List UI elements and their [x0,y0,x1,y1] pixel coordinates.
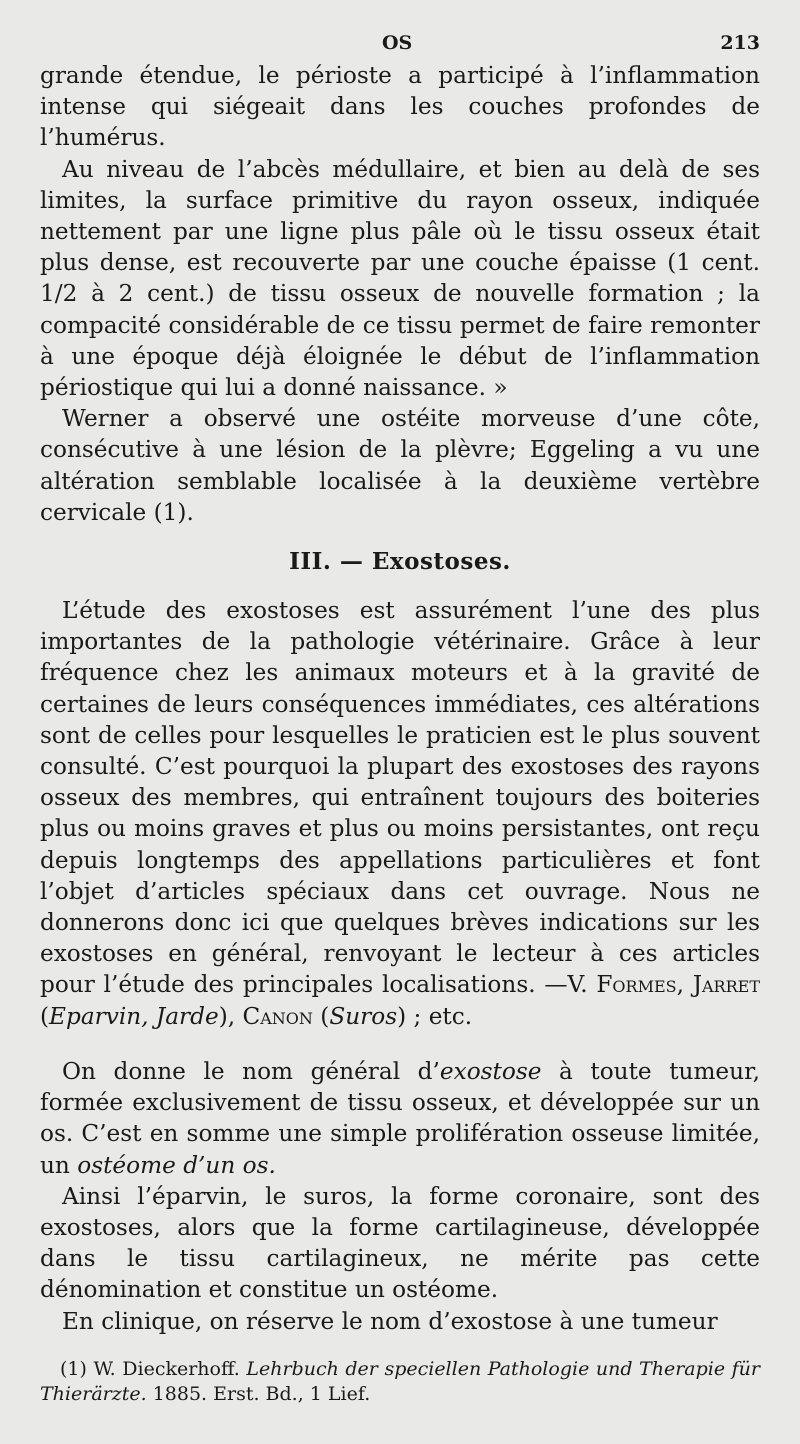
footnote [40,1357,760,1407]
paragraph-4-text: L’étude des exostoses est assurément l’une des plus importantes de la pathologie vétérinaire. Grâce à leur fréquence chez les animaux moteurs et à la gravité de certaines de leurs conséquences immédiates, ces altérations sont de celles pour lesquelles le praticien est le plus souvent consulté. C’est pourquoi la plupart des exostoses des rayons osseux des membres, qui entraînent toujours des boiteries plus ou moins graves et plus ou moins persistantes, ont reçu depuis longtemps des appellations particulières et font l’objet d’articles spéciaux dans cet ouvrage. Nous ne donnerons donc ici que quelques brèves indications sur les exostoses en général, renvoyant le lecteur à ces articles pour l’étude des principales localisations. —V. [40,597,760,999]
ref-jarret: Jarret [692,971,760,999]
paragraph-5-a: On donne le nom général d’ [62,1057,440,1085]
paragraph-gap [40,1032,760,1056]
term-osteome: ostéome d’un os. [77,1151,276,1179]
footnote-title: Lehrbuch der speciellen Pathologie und Therapie für Thierärzte. [40,1357,760,1405]
section-heading: III. — Exostoses. [289,548,511,576]
paragraph-2: Au niveau de l’abcès médullaire, et bien au delà de ses limites, la surface primitive du rayon osseux, indiquée nettement par une ligne plus pâle où le tissu osseux était plus dense, est recouverte par une couche épaisse (1 cent. 1/2 à 2 cent.) de tissu osseux de nouvelle formation ; la compacité considérable de ce tissu permet de faire remonter à une époque déjà éloignée le début de l’inflammation périostique qui lui a donné naissance. » [40,155,760,402]
ref-sep-1: , [676,971,693,999]
ref-canon: Canon [242,1002,313,1030]
footnote-marker: (1) W. Dieckerhoff. [60,1357,247,1380]
ref-end: ) ; etc. [397,1002,473,1030]
paragraph-1: grande étendue, le périoste a participé à l’inflammation intense qui siégeait dans les couches profondes de l’humérus. [40,62,760,152]
paragraph-3: Werner a observé une ostéite morveuse d’une côte, consécutive à une lésion de la plèvre; Eggeling a vu une altération semblable localisée à la deuxième vertèbre cervicale (1). [40,405,760,526]
page-number: 213 [720,32,760,54]
running-title: OS [382,32,413,54]
running-header [40,30,760,60]
ref-formes: Formes [596,971,677,999]
ref-eparvin-jarde: Eparvin, Jarde [49,1002,219,1030]
ref-sep-3: ), [218,1002,243,1030]
ref-suros: Suros [329,1002,398,1030]
ref-sep-2: ( [40,1002,50,1030]
paragraph-5 [40,1056,760,1181]
paragraph-7: En clinique, on réserve le nom d’exostose à une tumeur [62,1307,718,1335]
term-exostose: exostose [439,1057,542,1085]
footnote-rest: 1885. Erst. Bd., 1 Lief. [146,1382,371,1405]
paragraph-5-b: à toute tumeur, formée exclusivement de tissu osseux, et développée sur un os. C’est en somme une simple prolifération osseuse limitée, un [40,1057,760,1179]
paragraph-4 [40,595,760,1032]
ref-sep-4: ( [312,1002,330,1030]
paragraph-6: Ainsi l’éparvin, le suros, la forme coronaire, sont des exostoses, alors que la forme cartilagineuse, développée dans le tissu cartilagineux, ne mérite pas cette dénomination et constitue un ostéome. [40,1182,760,1304]
